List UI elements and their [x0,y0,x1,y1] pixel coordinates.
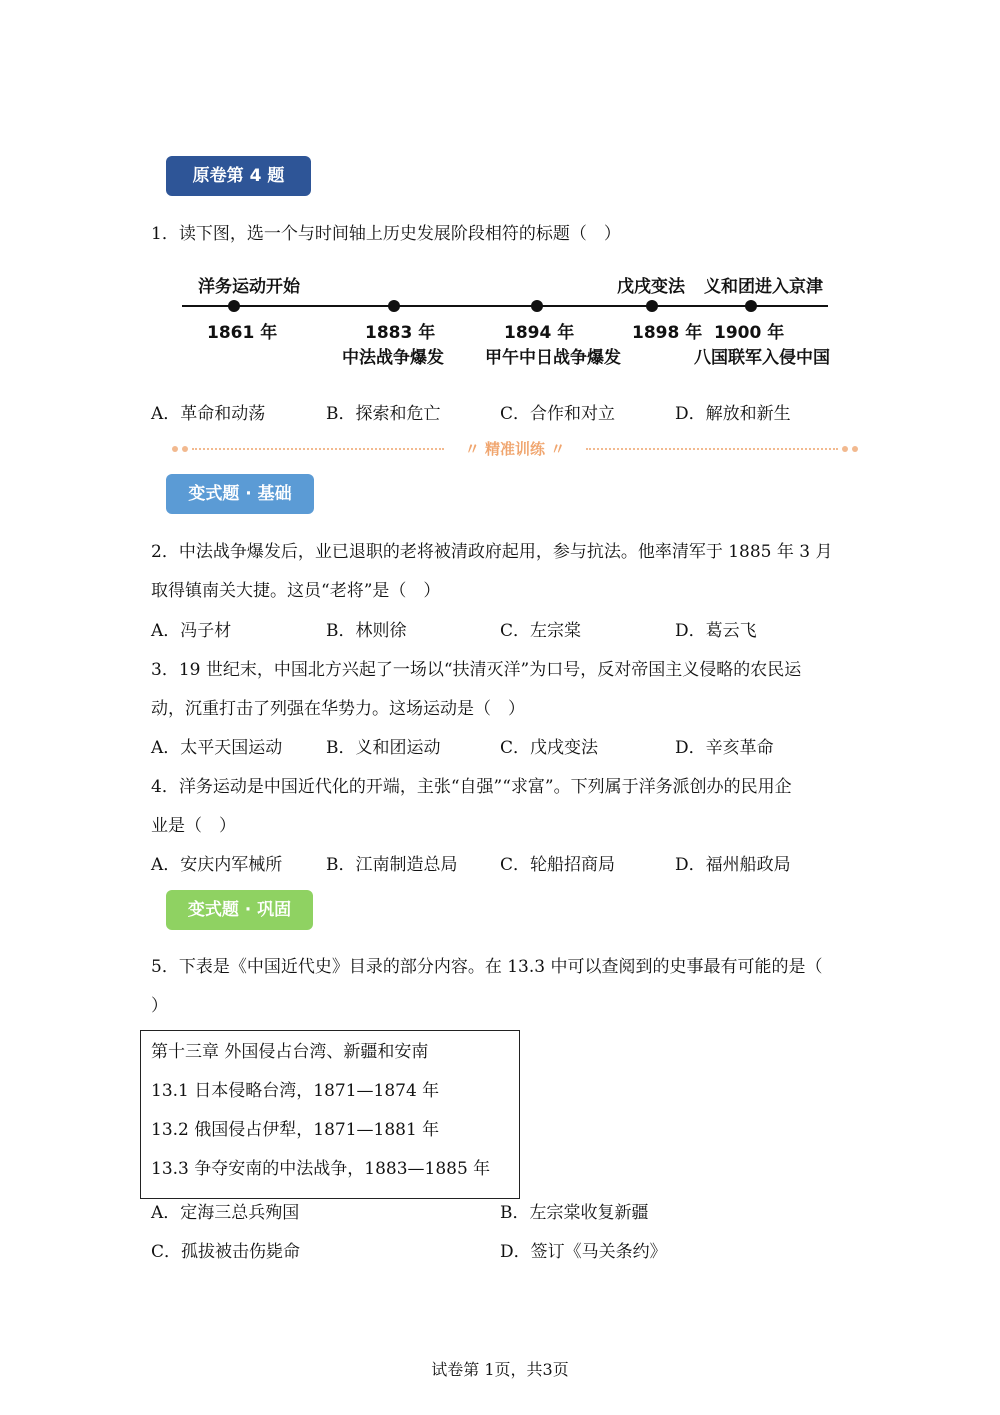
q2-stem-line1: 2．中法战争爆发后，业已退职的老将被清政府起用，参与抗法。他率清军于 1885 年 3 月 [151,542,833,562]
timeline-axis [182,305,828,307]
divider-slash-icon: 〃 [464,440,485,458]
q3-stem-line2: 动，沉重打击了列强在华势力。这场运动是（ ） [151,699,525,719]
q4-option-d[interactable]: D．福州船政局 [675,855,791,875]
q2-option-b[interactable]: B．林则徐 [326,621,407,641]
q5-option-d[interactable]: D．签订《马关条约》 [500,1242,667,1262]
q3-option-a[interactable]: A．太平天国运动 [151,738,283,758]
q1-option-a[interactable]: A．革命和动荡 [151,404,266,424]
q5-stem-line1: 5．下表是《中国近代史》目录的部分内容。在 13.3 中可以查阅到的史事最有可能的是（ [151,957,823,977]
divider-line-right [586,448,838,450]
timeline-year: 1861 年 [207,323,278,343]
q5-stem-line2: ） [151,996,168,1016]
timeline-bottom-label: 中法战争爆发 [342,348,444,368]
q1-option-d[interactable]: D．解放和新生 [675,404,791,424]
q3-option-b[interactable]: B．义和团运动 [326,738,441,758]
q5-option-c[interactable]: C．孤拔被击伤毙命 [151,1242,301,1262]
timeline-year: 1883 年 [365,323,436,343]
timeline-year: 1894 年 [504,323,575,343]
divider-dot [852,446,858,452]
timeline-top-label: 义和团进入京津 [704,277,823,297]
q4-option-c[interactable]: C．轮船招商局 [500,855,616,875]
q2-option-d[interactable]: D．葛云飞 [675,621,757,641]
timeline-top-label: 戊戌变法 [617,277,685,297]
q2-option-a[interactable]: A．冯子材 [151,621,232,641]
q4-stem-line1: 4．洋务运动是中国近代化的开端，主张“自强”“求富”。下列属于洋务派创办的民用企 [151,777,792,797]
divider-line-left [192,448,444,450]
q1-stem: 1．读下图，选一个与时间轴上历史发展阶段相符的标题（ ） [151,224,621,244]
divider-slash-icon: 〃 [545,440,566,458]
timeline-year: 1900 年 [714,323,785,343]
q1-option-c[interactable]: C．合作和对立 [500,404,616,424]
divider-dot [842,446,848,452]
timeline-dot [745,300,757,312]
q3-option-c[interactable]: C．戊戌变法 [500,738,599,758]
q2-option-c[interactable]: C．左宗棠 [500,621,582,641]
consolidate-variant-badge: 变式题 · 巩固 [166,890,313,930]
q5-option-a[interactable]: A．定海三总兵殉国 [151,1203,300,1223]
toc-section: 13.3 争夺安南的中法战争，1883—1885 年 [151,1159,491,1179]
timeline-dot [531,300,543,312]
toc-section: 13.1 日本侵略台湾，1871—1874 年 [151,1081,440,1101]
q3-option-d[interactable]: D．辛亥革命 [675,738,774,758]
table-of-contents-box [140,1030,520,1199]
timeline-bottom-label: 甲午中日战争爆发 [485,348,621,368]
divider-dot [172,446,178,452]
timeline-dot [228,300,240,312]
timeline-dot [646,300,658,312]
q1-option-b[interactable]: B．探索和危亡 [326,404,441,424]
q2-stem-line2: 取得镇南关大捷。这员“老将”是（ ） [151,581,441,601]
q5-option-b[interactable]: B．左宗棠收复新疆 [500,1203,649,1223]
toc-section: 13.2 俄国侵占伊犁，1871—1881 年 [151,1120,440,1140]
basic-variant-badge: 变式题 · 基础 [166,474,314,514]
divider-label [460,438,570,459]
timeline-dot [388,300,400,312]
divider-dot [182,446,188,452]
toc-chapter-title: 第十三章 外国侵占台湾、新疆和安南 [151,1042,429,1062]
q3-stem-line1: 3．19 世纪末，中国北方兴起了一场以“扶清灭洋”为口号，反对帝国主义侵略的农民运 [151,660,802,680]
q4-option-b[interactable]: B．江南制造总局 [326,855,458,875]
q4-option-a[interactable]: A．安庆内军械所 [151,855,283,875]
timeline-top-label: 洋务运动开始 [198,277,300,297]
page-footer: 试卷第 1页，共3页 [431,1360,569,1379]
divider-text: 精准训练 [484,440,545,458]
timeline-bottom-label: 八国联军入侵中国 [694,348,830,368]
original-question-badge: 原卷第 4 题 [166,156,311,196]
timeline-year: 1898 年 [632,323,703,343]
q4-stem-line2: 业是（ ） [151,816,236,836]
